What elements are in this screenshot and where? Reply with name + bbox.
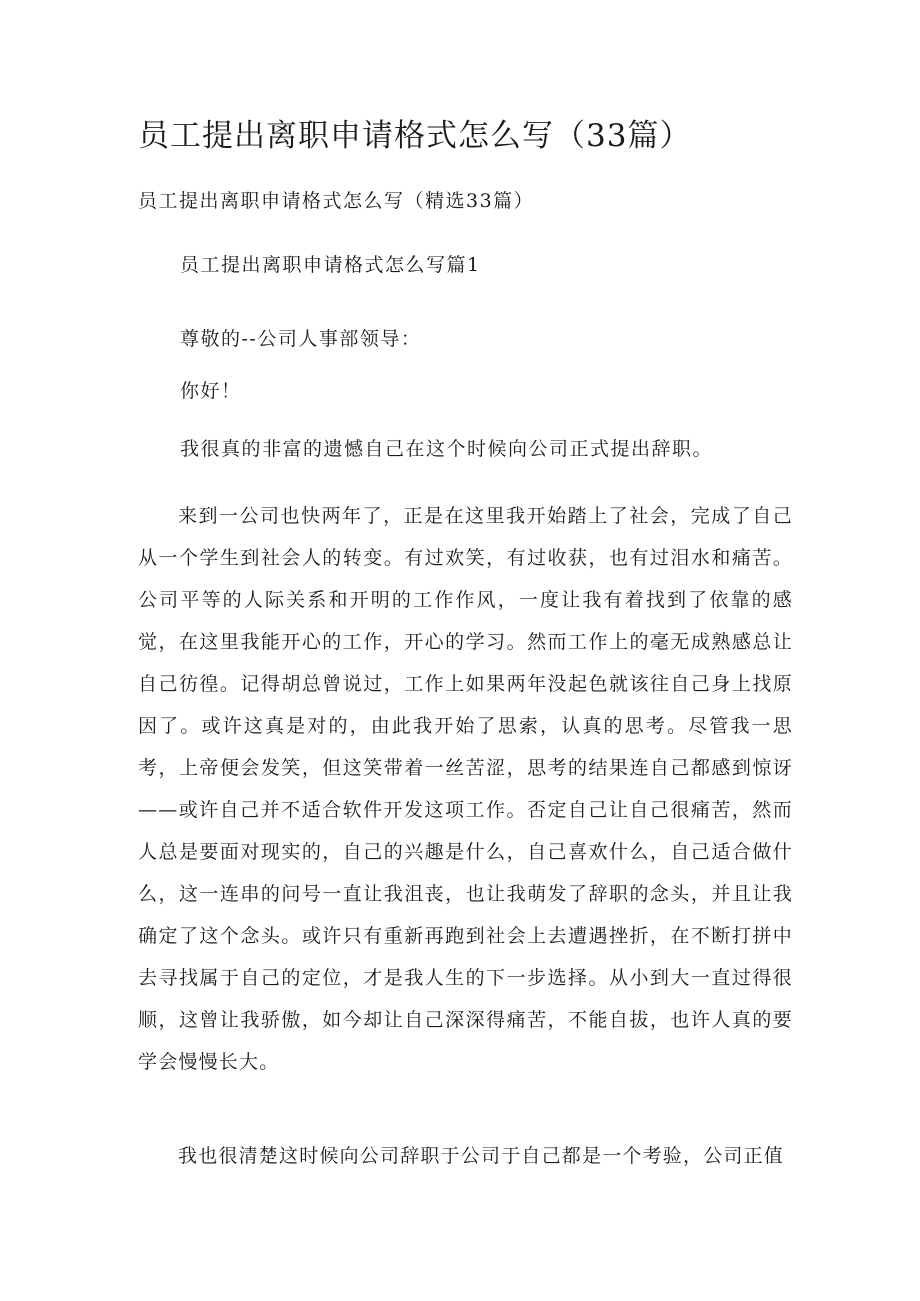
greeting: 你好！ <box>180 380 242 402</box>
salutation: 尊敬的--公司人事部领导： <box>180 328 422 350</box>
body-paragraph: 来到一公司也快两年了，正是在这里我开始踏上了社会，完成了自己从一个学生到社会人的转变。有过欢笑，有过收获，也有过泪水和痛苦。公司平等的人际关系和开明的工作作风，一度让我有着找到了依靠的感觉，在这里我能开心的工作，开心的学习。然而工作上的毫无成熟感总让自己彷徨。记得胡总曾说过，工作上如果两年没起色就该往自己身上找原因了。或许这真是对的，由此我开始了思索，认真的思考。尽管我一思考，上帝便会发笑，但这笑带着一丝苦涩，思考的结果连自己都感到惊讶——或许自己并不适合软件开发这项工作。否定自己让自己很痛苦，然而人总是要面对现实的，自己的兴趣是什么，自己喜欢什么，自己适合做什么，这一连串的问号一直让我沮丧，也让我萌发了辞职的念头，并且让我确定了这个念头。或许只有重新再跑到社会上去遭遇挫折，在不断打拼中去寻找属于自己的定位，才是我人生的下一步选择。从小到大一直过得很顺，这曾让我骄傲，如今却让自己深深得痛苦，不能自拔，也许人真的要学会慢慢长大。 <box>138 505 793 1073</box>
opening-line: 我很真的非富的遗憾自己在这个时候向公司正式提出辞职。 <box>180 438 714 460</box>
document-title: 员工提出离职申请格式怎么写（33篇） <box>138 118 692 154</box>
section-heading: 员工提出离职申请格式怎么写篇1 <box>180 254 481 276</box>
body-paragraph: 我也很清楚这时候向公司辞职于公司于自己都是一个考验，公司正值 <box>178 1145 785 1167</box>
document-subtitle: 员工提出离职申请格式怎么写（精选33篇） <box>138 190 535 212</box>
